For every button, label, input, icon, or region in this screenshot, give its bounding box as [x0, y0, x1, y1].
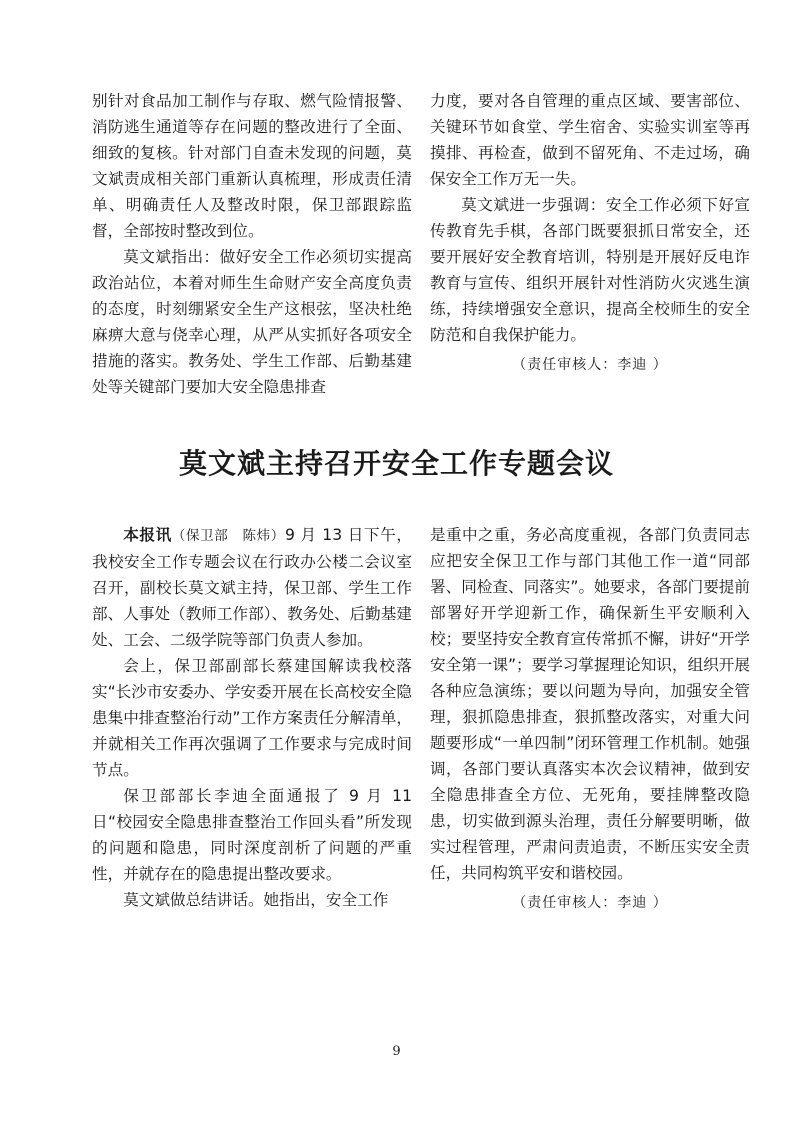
paragraph: 莫文斌指出：做好安全工作必须切实提高政治站位，本着对师生生命财产安全高度负责的态度，时刻绷紧安全生产这根弦，坚决杜绝麻痹大意与侥幸心理，从严从实抓好各项安全措施的落实。教务处、学生工作部、后勤基建处等关键部门要加大安全隐患排查: [92, 248, 412, 396]
page-number: 9: [392, 1044, 401, 1059]
paragraph: 保卫部部长李迪全面通报了 9 月 11 日“校园安全隐患排查整治工作回头看”所发现的问题和隐患，同时深度剖析了问题的严重性，并就存在的隐患提出整改要求。: [92, 787, 412, 883]
paragraph: 力度，要对各自管理的重点区域、要害部位、关键环节如食堂、学生宿舍、实验实训室等再摸排、再检查，做到不留死角、不走过场，确保安全工作万无一失。: [430, 92, 750, 188]
continued-column-left: [92, 88, 412, 400]
lead-paragraph: [92, 522, 412, 653]
byline: （保卫部 陈炜）: [171, 528, 285, 544]
article-title: 莫文斌主持召开安全工作专题会议: [178, 447, 614, 480]
lead-text: 9 月 13 日下午，我校安全工作专题会议在行政办公楼二会议室召开，副校长莫文斌主持，保卫部、学生工作部、人事处（教师工作部）、教务处、后勤基建处、工会、二级学院等部门负责人参加。: [92, 526, 412, 649]
article-column-left: [92, 522, 412, 913]
article-column-right: [430, 522, 750, 916]
reviewer-note: （责任审核人：李迪 ）: [512, 895, 668, 911]
paragraph: 莫文斌做总结讲话。她指出，安全工作: [123, 891, 389, 909]
paragraph: 莫文斌进一步强调：安全工作必须下好宣传教育先手棋，各部门既要狠抓日常安全，还要开展好安全教育培训，特别是开展好反电诈教育与宣传、组织开展针对性消防火灾逃生演练，持续增强安全意识，提高全校师生的安全防范和自我保护能力。: [430, 196, 750, 344]
paragraph: 别针对食品加工制作与存取、燃气险情报警、消防逃生通道等存在问题的整改进行了全面、细致的复核。针对部门自查未发现的问题，莫文斌责成相关部门重新认真梳理，形成责任清单、明确责任人及整改时限，保卫部跟踪监督，全部按时整改到位。: [92, 92, 412, 240]
paragraph: 会上，保卫部副部长蔡建国解读我校落实“长沙市安委办、学安委开展在长高校安全隐患集中排查整治行动”工作方案责任分解清单，并就相关工作再次强调了工作要求与完成时间节点。: [92, 657, 412, 779]
paragraph: 是重中之重，务必高度重视，各部门负责同志应把安全保卫工作与部门其他工作一道“同部署、同检查、同落实”。她要求，各部门要提前部署好开学迎新工作，确保新生平安顺利入校；要坚持安全教育宣传常抓不懈，讲好“开学安全第一课”；要学习掌握理论知识，组织开展各种应急演练；要以问题为导向，加强安全管理，狠抓隐患排查，狠抓整改落实，对重大问题要形成“一单四制”闭环管理工作机制。她强调，各部门要认真落实本次会议精神，做到安全隐患排查全方位、无死角，要挂牌整改隐患，切实做到源头治理，责任分解要明晰，做实过程管理，严肃问责追责，不断压实安全责任，共同构筑平安和谐校园。: [430, 526, 750, 882]
continued-column-right: [430, 88, 750, 378]
lead-label: 本报讯: [123, 526, 172, 544]
reviewer-note: （责任审核人：李迪 ）: [512, 357, 668, 373]
